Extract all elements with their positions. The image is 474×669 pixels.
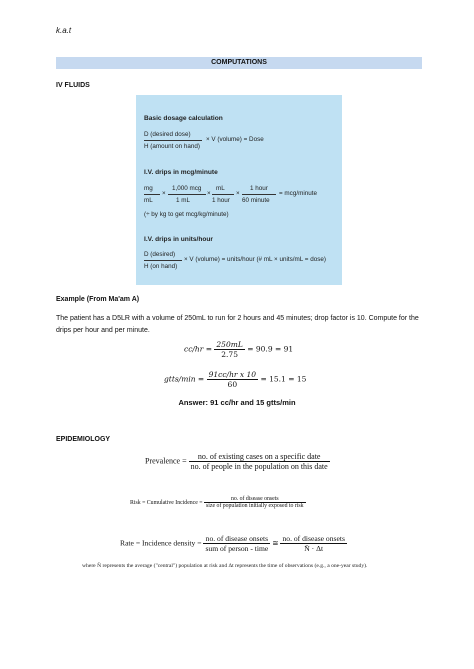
- basic-dosage-title: Basic dosage calculation: [144, 115, 223, 122]
- mcg-den-1: mL: [144, 197, 153, 204]
- mcg-line-2: [168, 194, 206, 195]
- rate-denominator-1: sum of person - time: [205, 544, 269, 553]
- rate-numerator-1: no. of disease onsets: [203, 534, 270, 544]
- risk-lhs: Risk = Cumulative Incidence =: [130, 499, 203, 506]
- answer-line: Answer: 91 cc/hr and 15 gtts/min: [178, 398, 296, 407]
- basic-fraction-line: [144, 140, 202, 141]
- equation-cc-per-hr: [184, 340, 293, 359]
- rate-footnote: where N̄ represents the average ("central") population at risk and Δt represents the time of observations (e.g., a one-year study).: [82, 563, 368, 569]
- units-drips-title: I.V. drips in units/hour: [144, 236, 213, 243]
- mcg-num-1: mg: [144, 185, 153, 192]
- mcg-den-2: 1 mL: [176, 197, 190, 204]
- rate-numerator-2: no. of disease onsets: [282, 534, 345, 543]
- risk-denominator: size of population initially exposed to risk: [206, 503, 304, 509]
- units-numerator: D (desired): [144, 251, 176, 258]
- example-text: The patient has a D5LR with a volume of 250mL to run for 2 hours and 45 minutes; drop factor is 10. Compute for the drips per hour and per minute.: [56, 315, 419, 334]
- section-banner: COMPUTATIONS: [56, 57, 422, 69]
- prevalence-fraction: [189, 452, 330, 471]
- basic-denominator: H (amount on hand): [144, 143, 201, 150]
- prevalence-lhs: Prevalence =: [145, 456, 187, 466]
- mcg-times-2: ×: [207, 190, 211, 197]
- prevalence-formula: [145, 452, 330, 471]
- example-heading: Example (From Ma'am A): [56, 296, 140, 303]
- mcg-times-3: ×: [236, 190, 240, 197]
- page-header: k.a.t: [56, 26, 72, 35]
- basic-rest: × V (volume) = Dose: [206, 136, 264, 143]
- units-fraction-line: [144, 260, 182, 261]
- mcg-result: = mcg/minute: [279, 190, 317, 197]
- mcg-line-4: [242, 194, 276, 195]
- rate-approx: ≅: [272, 538, 279, 548]
- mcg-line-1: [144, 194, 160, 195]
- eq1-fraction: [214, 340, 244, 359]
- basic-numerator: D (desired dose): [144, 131, 191, 138]
- mcg-note: (÷ by kg to get mcg/kg/minute): [144, 211, 229, 218]
- eq2-lhs: gtts/min =: [164, 374, 205, 384]
- eq1-lhs: cc/hr =: [184, 344, 213, 354]
- eq2-rhs: = 15.1 = 15: [260, 374, 307, 384]
- iv-fluids-heading: IV FLUIDS: [56, 82, 90, 89]
- epidemiology-heading: EPIDEMIOLOGY: [56, 436, 111, 443]
- mcg-den-4: 60 minute: [242, 197, 270, 204]
- mcg-line-3: [212, 194, 234, 195]
- mcg-times-1: ×: [162, 190, 166, 197]
- rate-fraction-1: [203, 534, 270, 553]
- rate-fraction-2: [280, 534, 346, 553]
- risk-numerator: no. of disease onsets: [204, 496, 306, 503]
- mcg-num-2: 1,000 mcg: [172, 185, 202, 192]
- mcg-drips-title: I.V. drips in mcg/minute: [144, 169, 218, 176]
- prevalence-denominator: no. of people in the population on this date: [190, 462, 328, 471]
- eq2-fraction: [207, 370, 258, 389]
- rate-lhs: Rate = Incidence density =: [120, 538, 202, 548]
- units-rest: × V (volume) = units/hour (# mL × units/mL = dose): [184, 256, 326, 263]
- risk-fraction: [204, 496, 306, 509]
- mcg-num-4: 1 hour: [250, 185, 268, 192]
- mcg-num-3: mL: [216, 185, 225, 192]
- prevalence-numerator: no. of existing cases on a specific date: [189, 452, 330, 462]
- eq1-numerator: 250mL: [216, 340, 243, 349]
- risk-formula: [130, 496, 306, 509]
- rate-denominator-2: N̄ · Δt: [304, 544, 324, 553]
- units-denominator: H (on hand): [144, 263, 178, 270]
- rate-formula: [120, 534, 347, 553]
- eq2-denominator: 60: [227, 380, 238, 389]
- eq1-denominator: 2.75: [221, 350, 238, 359]
- eq2-numerator: 91cc/hr x 10: [208, 370, 257, 379]
- mcg-den-3: 1 hour: [212, 197, 230, 204]
- eq1-rhs: = 90.9 = 91: [247, 344, 294, 354]
- dosage-formula-box: [136, 95, 342, 285]
- equation-gtts-per-min: [164, 370, 306, 389]
